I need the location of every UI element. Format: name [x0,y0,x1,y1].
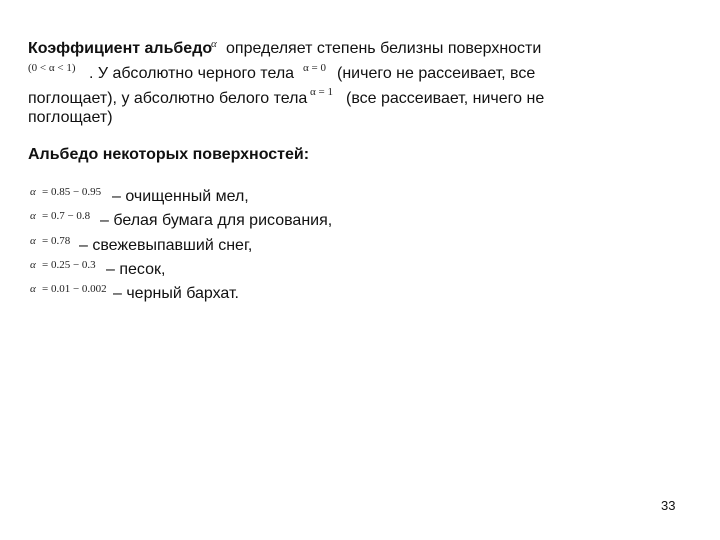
intro-title: Коэффициент альбедо [28,40,213,57]
intro-line3-rest: (все рассеивает, ничего не [346,90,545,107]
surface-label: – белая бумага для рисования, [100,212,333,229]
albedo-value: = 0.25 − 0.3 [42,259,96,271]
alpha-symbol: α [30,186,36,198]
black-body-formula: α = 0 [303,62,326,74]
intro-line1-text: определяет степень белизны поверхности [226,40,542,57]
albedo-value: = 0.01 − 0.002 [42,283,107,295]
surface-label: – черный бархат. [113,285,239,302]
surface-label: – очищенный мел, [112,188,249,205]
alpha-symbol: α [211,38,217,50]
alpha-symbol: α [30,259,36,271]
subheading: Альбедо некоторых поверхностей: [28,146,310,163]
alpha-symbol: α [30,210,36,222]
intro-line3-text: поглощает), у абсолютно белого тела [28,90,308,107]
albedo-value: = 0.85 − 0.95 [42,186,102,198]
surface-label: – песок, [106,261,166,278]
alpha-range-formula: (0 < α < 1) [28,62,76,74]
intro-line2-text: . У абсолютно черного тела [89,65,295,82]
page-number: 33 [661,498,676,513]
white-body-formula: α = 1 [310,86,333,98]
surface-label: – свежевыпавший снег, [79,237,253,254]
albedo-value: = 0.78 [42,235,71,247]
alpha-symbol: α [30,283,36,295]
intro-line2-rest: (ничего не рассеивает, все [337,65,536,82]
alpha-symbol: α [30,235,36,247]
intro-line4-text: поглощает) [28,109,113,126]
albedo-value: = 0.7 − 0.8 [42,210,91,222]
